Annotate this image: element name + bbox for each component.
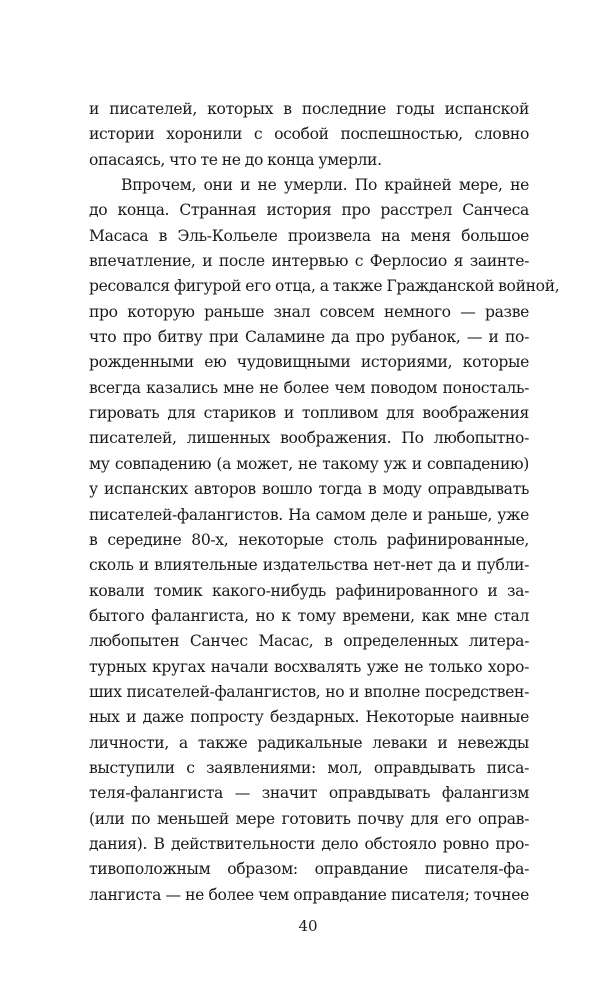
text-line: ковали томик какого-нибудь рафинированного и за- — [89, 581, 529, 600]
text-line: личности, а также радикальные леваки и невежды — [89, 733, 529, 752]
text-line: (или по меньшей мере готовить почву для его оправ- — [89, 809, 529, 828]
text-line: впечатление, и после интервью с Ферлосио я заинте- — [89, 252, 529, 271]
text-line: ных и даже попросту бездарных. Некоторые наивные — [89, 708, 529, 727]
text-line: и писателей, которых в последние годы испанской — [89, 100, 529, 118]
text-line: тивоположным образом: оправдание писателя-фа- — [89, 860, 529, 879]
text-line: турных кругах начали восхвалять уже не только хоро- — [89, 657, 529, 676]
text-line: писателей-фалангистов. На самом деле и раньше, уже — [89, 505, 529, 524]
page-number: 40 — [298, 917, 318, 935]
text-line: про которую раньше знал совсем немного — разве — [89, 302, 529, 321]
text-line: любопытен Санчес Масас, в определенных литера- — [89, 632, 529, 651]
text-line: писателей, лишенных воображения. По любопытно- — [89, 429, 529, 448]
text-line: ресовался фигурой его отца, а также Гражданской войной, — [89, 277, 560, 296]
text-line: в середине 80-х, некоторые столь рафинированные, — [89, 530, 529, 549]
text-line: выступили с заявлениями: мол, оправдывать писа- — [89, 758, 529, 777]
text-line: бытого фалангиста, но к тому времени, как мне стал — [89, 606, 529, 625]
text-line: му совпадению (а может, не такому уж и совпадению) — [89, 454, 529, 473]
text-line: ших писателей-фалангистов, но и вполне посредствен- — [89, 682, 529, 701]
text-line: сколь и влиятельные издательства нет-нет да и публи- — [89, 556, 529, 575]
body-text — [89, 97, 560, 908]
text-line: рожденными ею чудовищными историями, которые — [89, 353, 529, 372]
text-line: истории хоронили с особой поспешностью, словно — [89, 125, 529, 144]
text-line: до конца. Странная история про расстрел Санчеса — [89, 201, 529, 220]
text-line: теля-фалангиста — значит оправдывать фалангизм — [89, 784, 529, 803]
text-line: дания). В действительности дело обстояло ровно про- — [89, 834, 529, 853]
text-line: гировать для стариков и топливом для воображения — [89, 404, 529, 423]
text-line: Масаса в Эль-Кольеле произвела на меня большое — [89, 226, 529, 245]
text-line: опасаясь, что те не до конца умерли. — [89, 150, 382, 169]
text-line: лангиста — не более чем оправдание писателя; точнее — [89, 885, 529, 904]
text-line: всегда казались мне не более чем поводом поносталь- — [89, 378, 529, 397]
paragraph-first-line: Впрочем, они и не умерли. По крайней мере, не — [121, 176, 529, 195]
text-line: у испанских авторов вошло тогда в моду оправдывать — [89, 480, 529, 499]
text-line: что про битву при Саламине да про рубанок, — и по- — [89, 328, 529, 347]
